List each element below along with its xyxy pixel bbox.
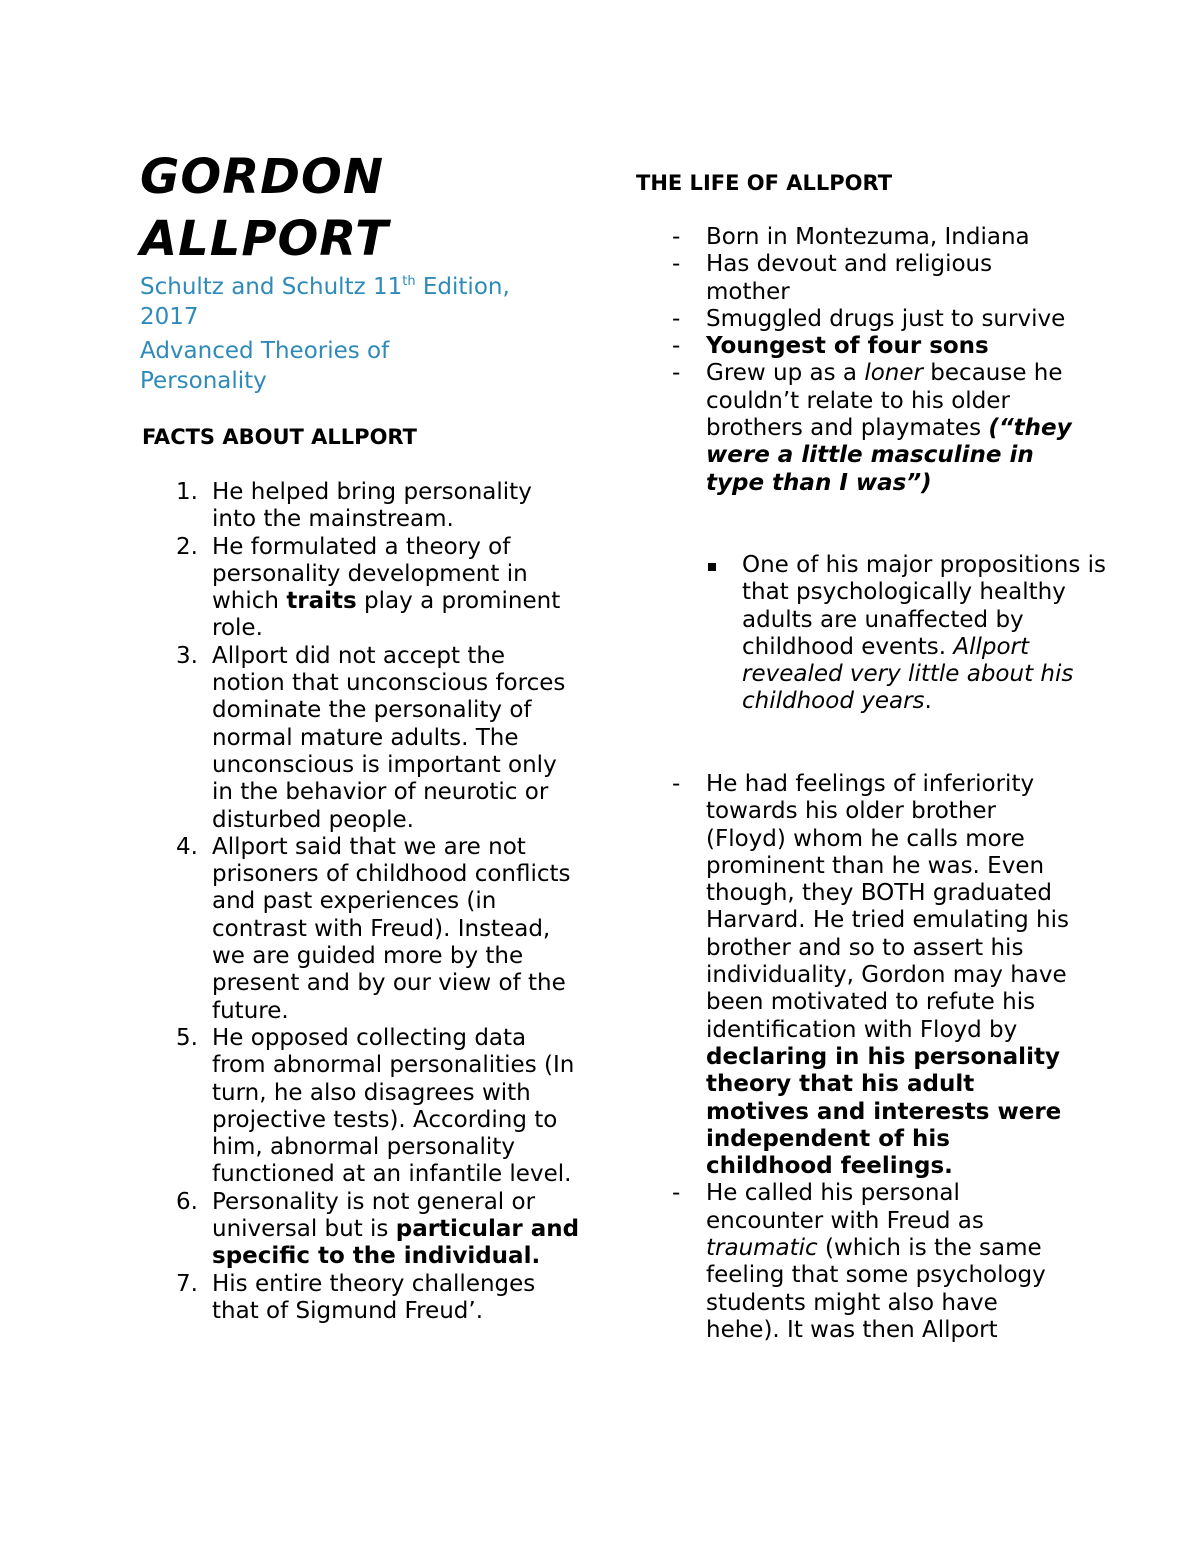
textbook-reference: [140, 272, 510, 332]
edition-year: 2017: [140, 304, 199, 330]
list-item: - Smuggled drugs just to survive: [672, 305, 1066, 332]
list-item: - Has devout and religious mother: [672, 251, 993, 305]
document-title: [140, 146, 389, 270]
facts-heading: FACTS ABOUT ALLPORT: [142, 425, 417, 449]
title-line-2: ALLPORT: [140, 211, 389, 267]
edition-superscript: th: [402, 274, 416, 289]
list-item: 1. He helped bring personality into the mainstream.: [176, 479, 532, 533]
course-name-line-2: Personality: [140, 368, 267, 394]
life-list-bottom: [636, 771, 1076, 1344]
title-line-1: GORDON: [140, 149, 384, 205]
list-item: - Grew up as a loner because he couldn’t relate to his older brothers and playmates (“they were a little masculine in type than I was”): [672, 360, 1072, 496]
list-item: 6. Personality is not general or universal but is particular and specific to the individual.: [176, 1188, 580, 1270]
course-name: [140, 336, 389, 396]
list-item: 3. Allport did not accept the notion that unconscious forces dominate the personality of normal mature adults. The unconscious is important only in the behavior of neurotic or disturbed people.: [176, 642, 566, 833]
edition-label: Edition,: [415, 274, 510, 300]
life-list-top: [636, 224, 1076, 497]
list-item: 5. He opposed collecting data from abnormal personalities (In turn, he also disagrees with projective tests). According to him, abnormal personality functioned at an infantile level.: [176, 1024, 575, 1188]
list-item: - Youngest of four sons: [672, 333, 989, 360]
textbook-name: Schultz and Schultz 11: [140, 274, 403, 300]
facts-list: [140, 479, 580, 1325]
list-item: - He called his personal encounter with Freud as traumatic (which is the same feeling that some psychology students might also have hehe). It was then Allport: [672, 1180, 1046, 1343]
course-name-line-1: Advanced Theories of: [140, 338, 390, 364]
sub-bullet-item: One of his major propositions is that psychologically healthy adults are unaffected by childhood events. Allport revealed very little about his childhood years.: [706, 552, 1112, 716]
list-item: - He had feelings of inferiority towards his older brother (Floyd) whom he calls more prominent than he was. Even though, they BOTH graduated Harvard. He tried emulating his brother and so to assert his individuality, Gordon may have been motivated to refute his identification with Floyd by declaring in his personality theory that his adult motives and interests were independent of his childhood feelings.: [672, 771, 1069, 1180]
square-bullet-icon: [708, 563, 716, 571]
list-item: - Born in Montezuma, Indiana: [672, 224, 1030, 250]
life-heading: THE LIFE OF ALLPORT: [636, 171, 893, 195]
list-item: 2. He formulated a theory of personality development in which traits play a prominent role.: [176, 533, 561, 642]
list-item: 7. His entire theory challenges that of Sigmund Freud’.: [176, 1270, 536, 1324]
list-item: 4. Allport said that we are not prisoners of childhood conflicts and past experiences (in contrast with Freud). Instead, we are guided more by the present and by our view of the future.: [176, 833, 571, 1024]
